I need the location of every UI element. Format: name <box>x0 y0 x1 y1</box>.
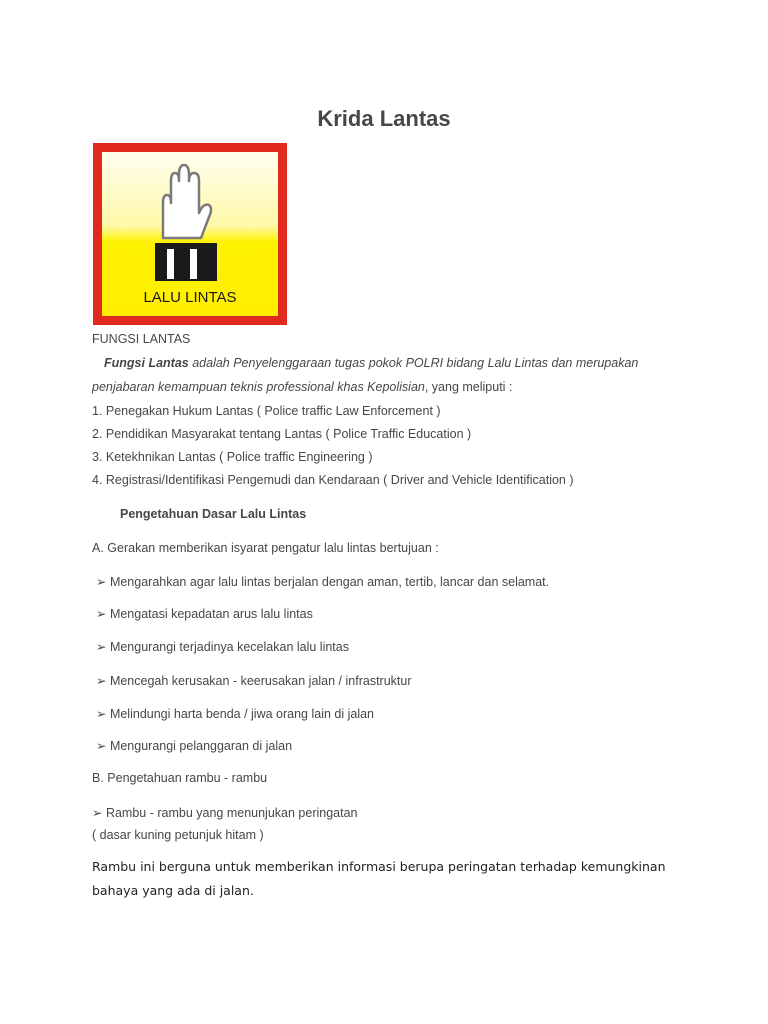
function-item: 1. Penegakan Hukum Lantas ( Police traffic Law Enforcement ) <box>92 404 441 418</box>
closing-line-2: bahaya yang ada di jalan. <box>92 883 254 898</box>
lalu-lintas-logo <box>93 143 287 325</box>
bullet-item: ➢ Mengatasi kepadatan arus lalu lintas <box>96 607 313 621</box>
bullet-item: ➢ Mengurangi pelanggaran di jalan <box>96 739 293 753</box>
sleeve-cuff-icon <box>155 243 217 281</box>
closing-line-1: Rambu ini berguna untuk memberikan informasi berupa peringatan terhadap kemungkinan <box>92 859 666 874</box>
function-item: 3. Ketekhnikan Lantas ( Police traffic Engineering ) <box>92 450 373 464</box>
subheading: Pengetahuan Dasar Lalu Lintas <box>120 507 307 521</box>
intro-rest: adalah Penyelenggaraan tugas pokok POLRI bidang Lalu Lintas dan merupakan <box>188 356 639 370</box>
function-item: 2. Pendidikan Masyarakat tentang Lantas ( Police Traffic Education ) <box>92 427 472 441</box>
intro-term: Fungsi Lantas <box>104 356 189 370</box>
section-a-heading: A. Gerakan memberikan isyarat pengatur lalu lintas bertujuan : <box>92 541 439 555</box>
bullet-item: ➢ Mengarahkan agar lalu lintas berjalan dengan aman, tertib, lancar dan selamat. <box>96 575 550 589</box>
bullet-item: ➢ Rambu - rambu yang menunjukan peringatan <box>92 806 358 820</box>
section-b-heading: B. Pengetahuan rambu - rambu <box>92 771 268 785</box>
intro-line-1 <box>104 356 638 370</box>
bullet-item: ➢ Mengurangi terjadinya kecelakan lalu lintas <box>96 640 349 654</box>
bullet-item: ➢ Melindungi harta benda / jiwa orang lain di jalan <box>96 707 375 721</box>
intro-line2-italic: penjabaran kemampuan teknis professional khas Kepolisian <box>92 380 425 394</box>
intro-line2-tail: , yang meliputi : <box>424 380 513 394</box>
function-item: 4. Registrasi/Identifikasi Pengemudi dan Kendaraan ( Driver and Vehicle Identification ) <box>92 473 574 487</box>
logo-text: LALU LINTAS <box>143 289 237 306</box>
bullet-note: ( dasar kuning petunjuk hitam ) <box>92 828 264 842</box>
section-heading: FUNGSI LANTAS <box>92 332 191 346</box>
intro-line-2 <box>92 380 512 394</box>
bullet-item: ➢ Mencegah kerusakan - keerusakan jalan / infrastruktur <box>96 674 412 688</box>
page-title: Krida Lantas <box>317 106 451 131</box>
